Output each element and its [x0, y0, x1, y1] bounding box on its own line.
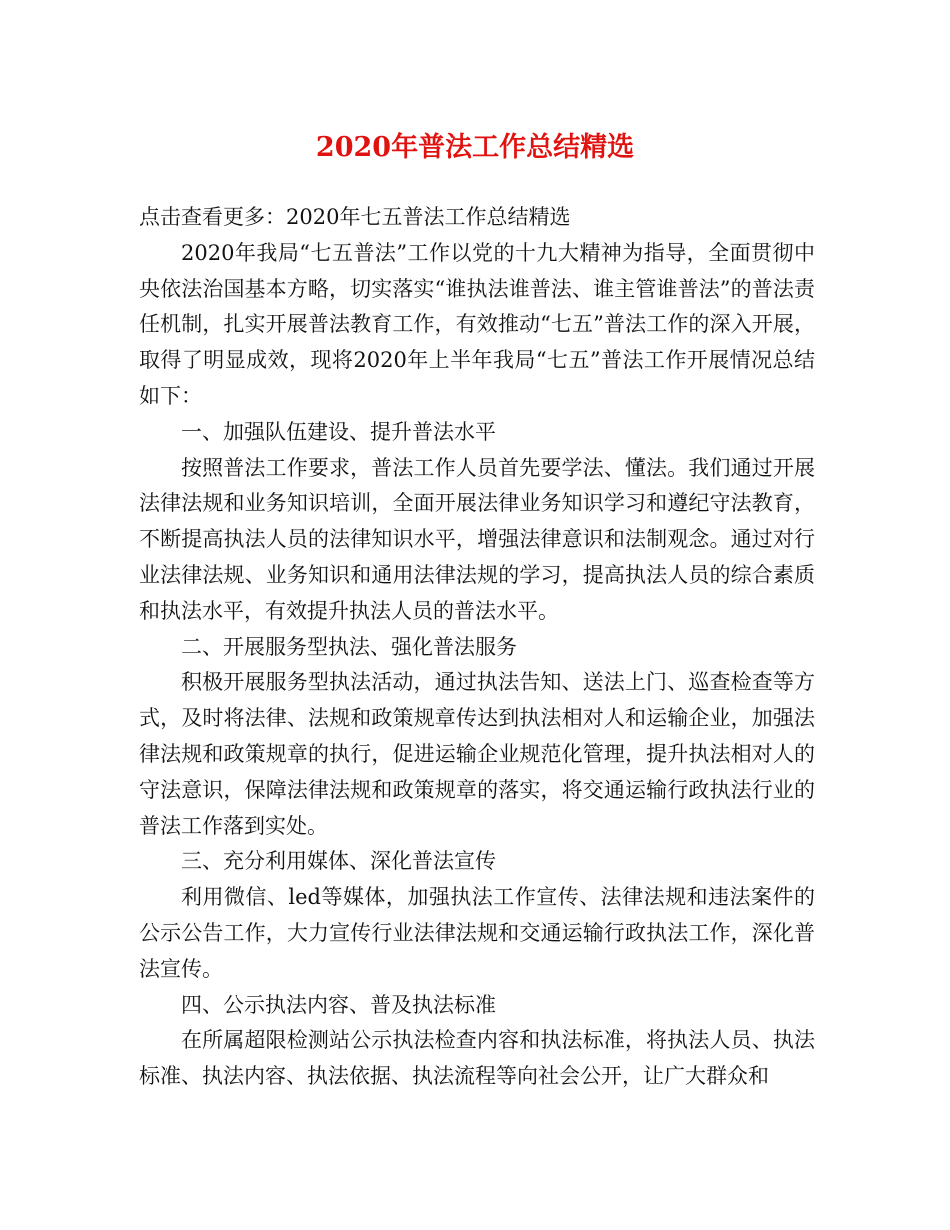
section-paragraph-3: 利用微信、led等媒体，加强执法工作宣传、法律法规和违法案件的公示公告工作，大力宣传行业法律法规和交通运输行政执法工作，深化普法宣传。: [139, 885, 815, 981]
section-heading-4: 四、公示执法内容、普及执法标准: [181, 992, 496, 1017]
more-link-paragraph: 点击查看更多：2020年七五普法工作总结精选: [139, 205, 571, 229]
document-body: [139, 200, 815, 1095]
section-heading-3: 三、充分利用媒体、深化普法宣传: [181, 849, 496, 874]
section-heading-2: 二、开展服务型执法、强化普法服务: [181, 634, 517, 659]
document-title: 2020年普法工作总结精选: [315, 132, 635, 163]
section-paragraph-2: 积极开展服务型执法活动，通过执法告知、送法上门、巡查检查等方式，及时将法律、法规和政策规章传达到执法相对人和运输企业，加强法律法规和政策规章的执行，促进运输企业规范化管理，提升执法相对人的守法意识，保障法律法规和政策规章的落实，将交通运输行政执法行业的普法工作落到实处。: [139, 670, 815, 838]
section-paragraph-1: 按照普法工作要求，普法工作人员首先要学法、懂法。我们通过开展法律法规和业务知识培训，全面开展法律业务知识学习和遵纪守法教育，不断提高执法人员的法律知识水平，增强法律意识和法制观念。通过对行业法律法规、业务知识和通用法律法规的学习，提高执法人员的综合素质和执法水平，有效提升执法人员的普法水平。: [139, 455, 815, 623]
section-paragraph-4: 在所属超限检测站公示执法检查内容和执法标准，将执法人员、执法标准、执法内容、执法依据、执法流程等向社会公开，让广大群众和: [139, 1028, 815, 1089]
intro-paragraph: 2020年我局“七五普法”工作以党的十九大精神为指导，全面贯彻中央依法治国基本方略，切实落实“谁执法谁普法、谁主管谁普法”的普法责任机制，扎实开展普法教育工作，有效推动“七五”普法工作的深入开展，取得了明显成效，现将2020年上半年我局“七五”普法工作开展情况总结如下：: [139, 240, 815, 408]
section-heading-1: 一、加强队伍建设、提升普法水平: [181, 419, 496, 444]
